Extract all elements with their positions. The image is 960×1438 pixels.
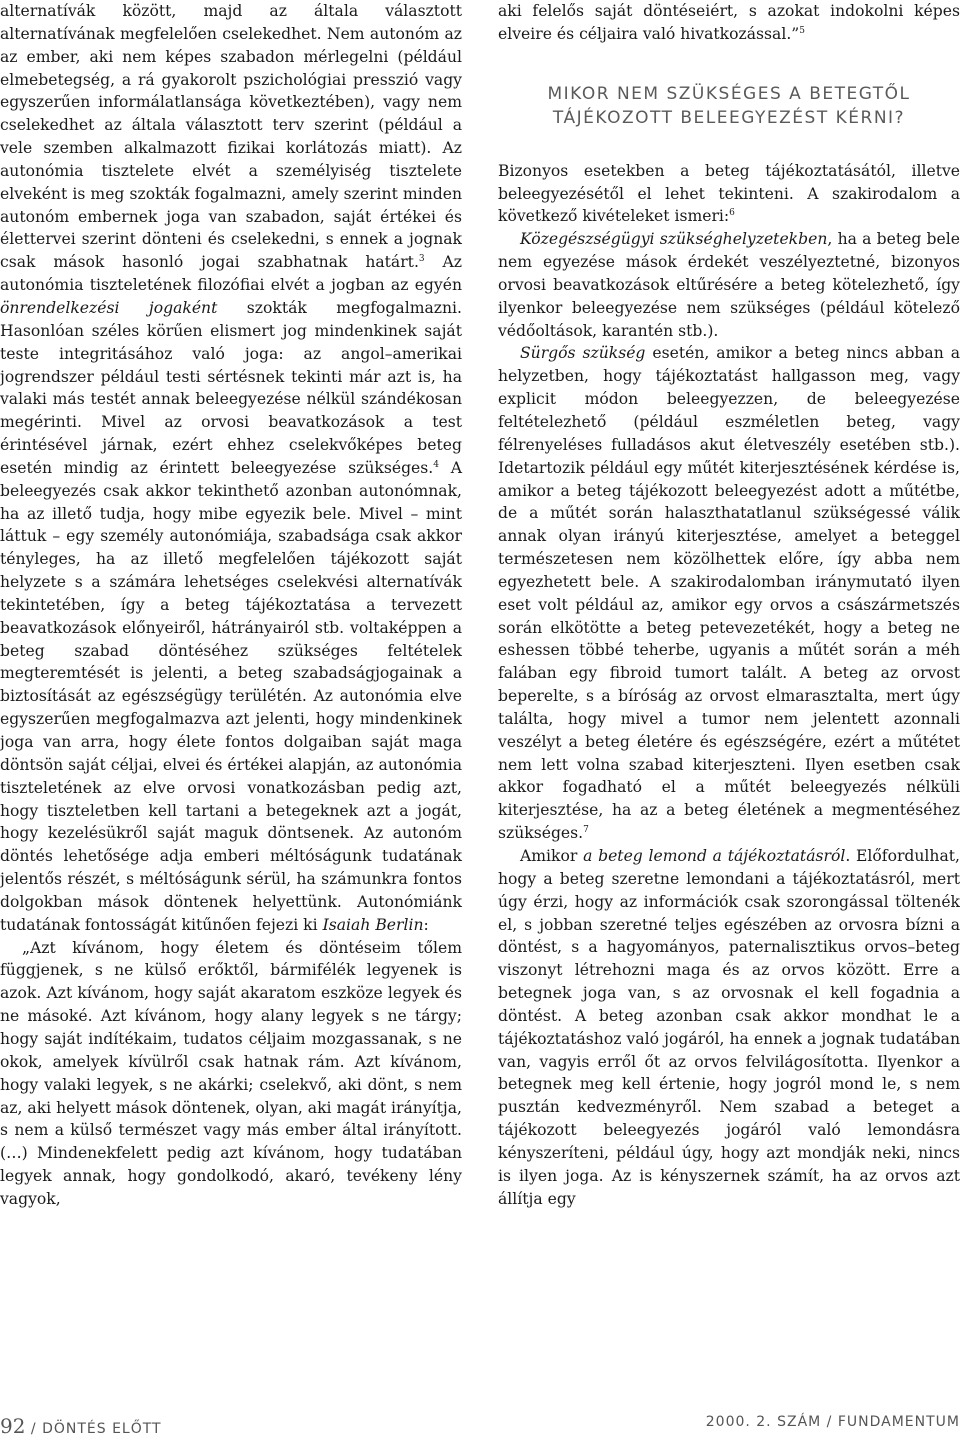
left-column bbox=[0, 0, 462, 1211]
body-paragraph: alternatívák között, majd az általa választott alternatívának megfelelően cselekedhet. Nem autonóm az az ember, aki nem képes szabadon mérlegelni (például elmebetegség, a rá gyakorolt pszichológiai presszió vagy egyszerűen informálatlansága következtében), vagy nem cselekedhet az általa választott terv szerint (például a vele szemben alkalmazott fizikai korlátozás miatt). Az autonómia tisztelete elvét a személyiség tisztelete elveként is meg szokták fogalmazni, amely szerint minden autonóm embernek joga van szabadon, saját értékei és élettervei szerint dönteni és cselekedni, s ennek a jognak csak mások hasonló jogai szabhatnak határt.$^3$ Az autonómia tiszteletének filozófiai elvét a jogban az egyén önrendelkezési jogaként szokták megfogalmazni. Hasonlóan széles körűen elismert jog mindenkinek saját teste integritásához való joga: az angol–amerikai jogrendszer például testi sértésnek tekinti már azt is, ha valaki más testét annak beleegyezése nélkül szándékosan megérinti. Mivel az orvosi beavatkozások a test érintésével járnak, ezért ehhez cselekvőképes beteg esetén mindig az érintett beleegyezése szükséges.$^4$ A beleegyezés csak akkor tekinthető azonban autonómnak, ha az illető tudja, hogy mibe egyezik bele. Mivel – mint láttuk – egy személy autonómiája, szabadsága csak akkor tényleges, ha az illető megfelelően tájékozott saját helyzete s a számára lehetséges cselekvési alternatívák tekintetében, így a beteg tájékoztatása a tervezett beavatkozások előnyeiről, hátrányairól stb. voltaképpen a beteg szabad döntéséhez szükséges feltételek megteremtését is jelenti, a beteg szabadságjogainak a biztosítását az egészségügy terülétén. Az autonómia elve egyszerűen megfogalmazva azt jelenti, hogy mindenkinek joga van arra, hogy élete fontos dolgaiban saját maga döntsön saját céljai, elvei és értékei alapján, az autonómia tiszteletének az elve orvosi vonatkozásban pedig azt, hogy tiszteletben kell tartani a betegeknek azt a jogát, hogy kezelésükről saját maguk döntsenek. Az autonóm döntés lehetősége adja emberi méltóságunk tudatának jelentős részét, s méltóságunk sérül, ha számunkra fontos dolgokban mások döntenek helyettünk. Autonómiánk tudatának fontosságát kitűnően fejezi ki Isaiah Berlin: bbox=[0, 2, 462, 934]
footnote-ref[interactable]: 4 bbox=[433, 459, 439, 470]
body-paragraph: Bizonyos esetekben a beteg tájékoztatásától, illetve beleegyezésétől el lehet tekinteni. A szakirodalom a következő kivételeket ismeri:$^6$ bbox=[498, 161, 960, 226]
footnote-ref[interactable]: 5 bbox=[799, 25, 805, 36]
right-column bbox=[498, 0, 960, 1211]
page-number: 92 bbox=[0, 1414, 26, 1438]
footnote-ref[interactable]: 7 bbox=[583, 824, 589, 835]
footnote-ref[interactable]: 3 bbox=[418, 254, 425, 265]
section-label: / DÖNTÉS ELŐTT bbox=[25, 1421, 162, 1437]
body-paragraph: Sürgős szükség esetén, amikor a beteg nincs abban a helyzetben, hogy tájékoztatást hallgasson meg, vagy explicit módon beleegyezzen, de beleegyezése feltételezhető (például eszméletlen beteg, vagy félrenyeléses fulladásos akut életveszély esetében stb.). Idetartozik például egy műtét kiterjesztésének kérdése is, amikor a beteg tájékozott beleegyezést adott a műtétbe, de a műtét során halaszthatatlanul szükségessé válik annak olyan irányú kiterjesztése, amelyet a beteggel természetesen nem közölhettek előre, így abba nem egyezhetett bele. A szakirodalomban iránymutató ilyen eset volt például az, amikor egy orvos a császármetszés során elkötötte a beteg petevezetékét, hogy a beteg ne eshessen többé teherbe, ugyanis a műtét során a méh falában egy fibroid tumort talált. A beteg az orvost beperelte, s a bíróság az orvost elmarasztalta, mert úgy találta, hogy mivel a tumor nem jelentett azonnali veszélyt a beteg életére és egészségére, ezért a műtétet nem lett volna szabad kiterjeszteni. Ilyen esetben csak akkor fogadható el a műtét beleegyezés nélküli kiterjesztése, ha az a beteg életének a megmentéséhez szükséges.$^7$ bbox=[498, 344, 960, 843]
journal-label: 2000. 2. SZÁM / FUNDAMENTUM bbox=[705, 1414, 960, 1430]
body-paragraph: Amikor a beteg lemond a tájékoztatásról. Előfordulhat, hogy a beteg szeretne lemondani a tájékoztatásról, mert úgy érzi, hogy az információk csak szorongással töltenék el, s jobban szeretné teljes egészében az orvosra bízni a döntést, s a hagyományos, paternalisztikus orvos–beteg viszonyt létrehozni maga és az orvos között. Erre a betegnek joga van, s az orvosnak el kell fogadnia a döntést. A beteg azonban csak akkor mondhat le a tájékoztatáshoz való jogáról, ha ennek a jognak tudatában van, vagyis erről őt az orvos felvilágosította. Ilyenkor a betegnek meg kell értenie, hogy jogról mond le, s nem pusztán kedvezményről. Nem szabad a beteget a tájékozott beleegyezés jogáról való lemondásra kényszeríteni, például úgy, hogy azt mondják neki, nincs is ilyen joga. Az is kényszernek számít, ha az orvos azt állítja egy bbox=[498, 847, 960, 1208]
footnote-ref[interactable]: 6 bbox=[729, 208, 735, 219]
quote-continuation: aki felelős saját döntéseiért, s azokat indokolni képes elveire és céljaira való hivatkozással.”$^5$ bbox=[498, 2, 960, 43]
section-heading: MIKOR NEM SZÜKSÉGES A BETEGTŐL TÁJÉKOZOTT BELEEGYEZÉST KÉRNI? bbox=[547, 83, 911, 128]
footer-left bbox=[0, 1414, 162, 1438]
block-quote: „Azt kívánom, hogy életem és döntéseim tőlem függjenek, s ne külső erőktől, bármifélék legyenek is azok. Azt kívánom, hogy saját akaratom eszköze legyek és ne másoké. Azt kívánom, hogy alany legyek s ne tárgy; hogy saját indítékaim, tudatos céljaim mozgassanak, s ne okok, amelyek kívülről csak hatnak rám. Azt kívánom, hogy valaki legyek, s ne akárki; cselekvő, aki dönt, s nem az, aki helyett mások döntenek, olyan, aki magát irányítja, s nem a külső természet vagy más ember által irányított. (…) Mindenekfelett pedig azt kívánom, hogy tudatában legyek annak, hogy gondolkodó, akaró, tevékeny lény vagyok, bbox=[0, 938, 462, 1208]
body-paragraph: Közegészségügyi szükséghelyzetekben, ha a beteg bele nem egyezése mások érdekét veszélyeztetné, bizonyos orvosi beavatkozások eltűrésére a beteg kötelezhető, így ilyenkor beleegyezése nem szükséges (például kötelező védőoltások, karantén stb.). bbox=[498, 230, 960, 340]
